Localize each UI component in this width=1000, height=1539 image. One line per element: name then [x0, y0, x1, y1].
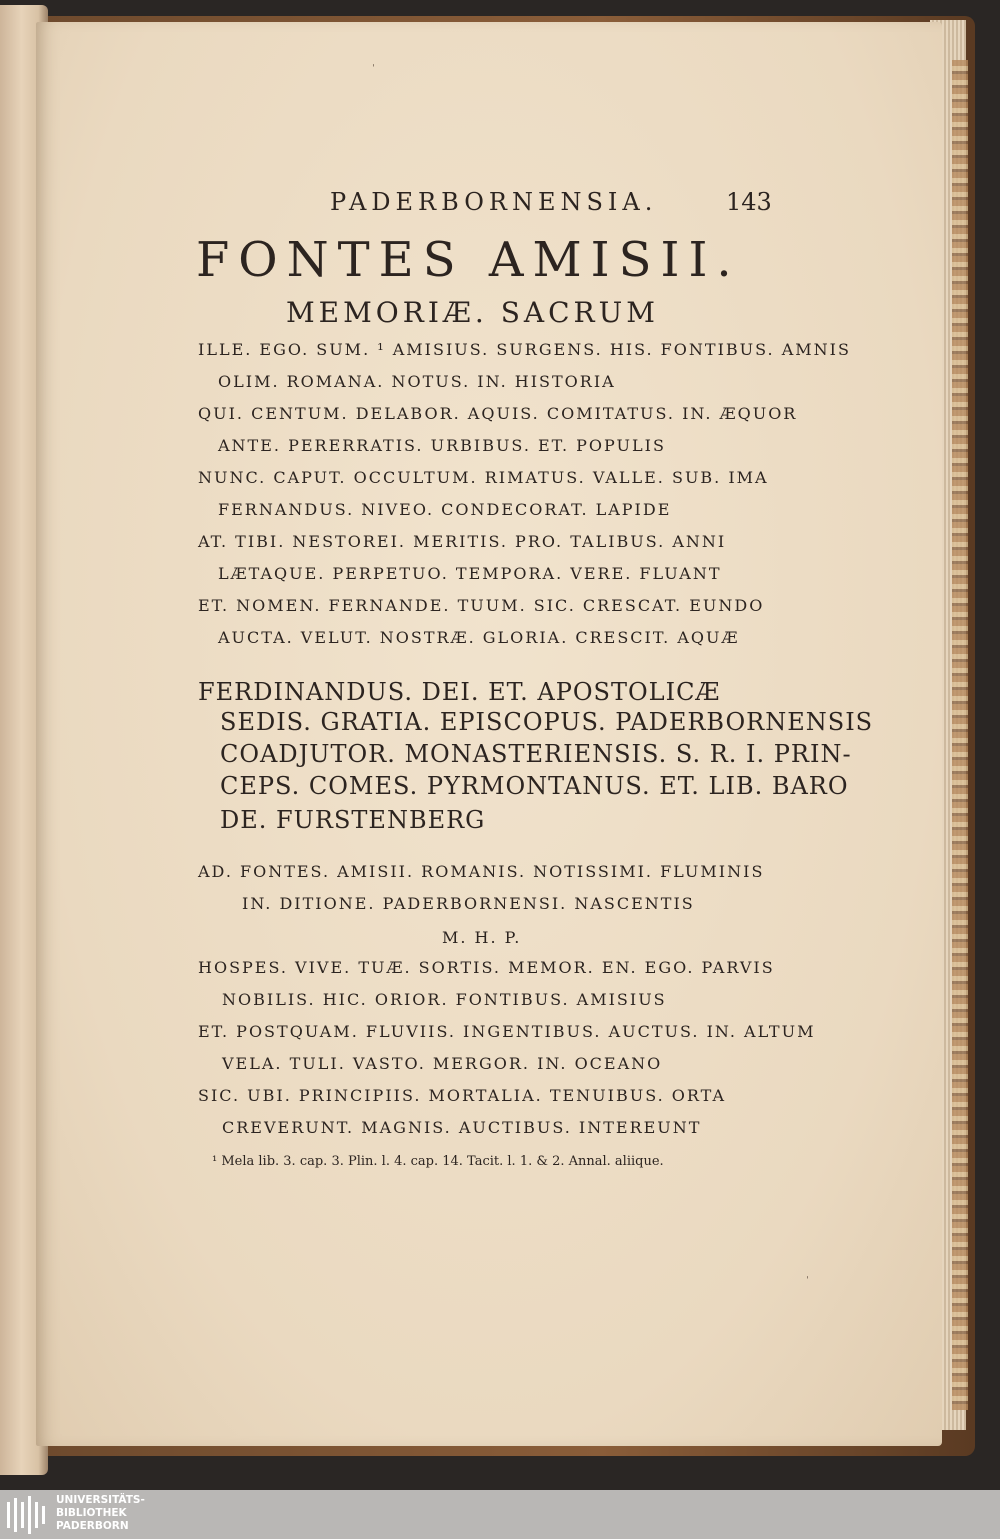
inscription-line: ET. POSTQUAM. FLUVIIS. INGENTIBUS. AUCTUS. IN. ALTUM: [198, 1022, 816, 1041]
dedication-line: CEPS. COMES. PYRMONTANUS. ET. LIB. BARO: [220, 772, 849, 800]
dedication-line: SEDIS. GRATIA. EPISCOPUS. PADERBORNENSIS: [220, 708, 874, 736]
inscription-line: OLIM. ROMANA. NOTUS. IN. HISTORIA: [218, 372, 616, 391]
inscription-line: HOSPES. VIVE. TUÆ. SORTIS. MEMOR. EN. EGO. PARVIS: [198, 958, 775, 977]
page-title: FONTES AMISII.: [196, 232, 741, 288]
library-logo-text: [56, 1494, 145, 1533]
inscription-line: LÆTAQUE. PERPETUO. TEMPORA. VERE. FLUANT: [218, 564, 722, 583]
footer-bar: [0, 1490, 1000, 1539]
running-title: PADERBORNENSIA.: [330, 188, 658, 216]
inscription-line: FERNANDUS. NIVEO. CONDECORAT. LAPIDE: [218, 500, 672, 519]
inscription-line: ILLE. EGO. SUM. ¹ AMISIUS. SURGENS. HIS. FONTIBUS. AMNIS: [198, 340, 851, 359]
dedication-line: FERDINANDUS. DEI. ET. APOSTOLICÆ: [198, 678, 721, 706]
placement-line: M. H. P.: [442, 928, 522, 947]
inscription-line: AT. TIBI. NESTOREI. MERITIS. PRO. TALIBUS. ANNI: [198, 532, 727, 551]
inscription-line: NUNC. CAPUT. OCCULTUM. RIMATUS. VALLE. SUB. IMA: [198, 468, 769, 487]
inscription-line: SIC. UBI. PRINCIPIIS. MORTALIA. TENUIBUS. ORTA: [198, 1086, 727, 1105]
dedication-line: COADJUTOR. MONASTERIENSIS. S. R. I. PRIN-: [220, 740, 852, 768]
page-speck: ˈ: [372, 64, 375, 75]
footnote: ¹ Mela lib. 3. cap. 3. Plin. l. 4. cap. 14. Tacit. l. 1. & 2. Annal. aliique.: [212, 1154, 664, 1169]
marbled-edge: [952, 60, 968, 1410]
placement-line: IN. DITIONE. PADERBORNENSI. NASCENTIS: [242, 894, 695, 913]
logo-line: UNIVERSITÄTS-: [56, 1494, 145, 1506]
inscription-line: VELA. TULI. VASTO. MERGOR. IN. OCEANO: [222, 1054, 663, 1073]
placement-line: AD. FONTES. AMISII. ROMANIS. NOTISSIMI. FLUMINIS: [198, 862, 765, 881]
subtitle: MEMORIÆ. SACRUM: [286, 296, 659, 329]
inscription-line: ET. NOMEN. FERNANDE. TUUM. SIC. CRESCAT. EUNDO: [198, 596, 765, 615]
page-number: 143: [726, 188, 772, 216]
inscription-line: AUCTA. VELUT. NOSTRÆ. GLORIA. CRESCIT. AQUÆ: [218, 628, 740, 647]
logo-line: PADERBORN: [56, 1520, 129, 1532]
logo-line: BIBLIOTHEK: [56, 1507, 127, 1519]
page-speck: ˈ: [806, 1276, 809, 1287]
library-logo-icon: [5, 1494, 49, 1536]
inscription-line: NOBILIS. HIC. ORIOR. FONTIBUS. AMISIUS: [222, 990, 667, 1009]
dedication-line: DE. FURSTENBERG: [220, 806, 486, 834]
inscription-line: CREVERUNT. MAGNIS. AUCTIBUS. INTEREUNT: [222, 1118, 702, 1137]
inscription-line: ANTE. PERERRATIS. URBIBUS. ET. POPULIS: [218, 436, 666, 455]
inscription-line: QUI. CENTUM. DELABOR. AQUIS. COMITATUS. IN. ÆQUOR: [198, 404, 798, 423]
